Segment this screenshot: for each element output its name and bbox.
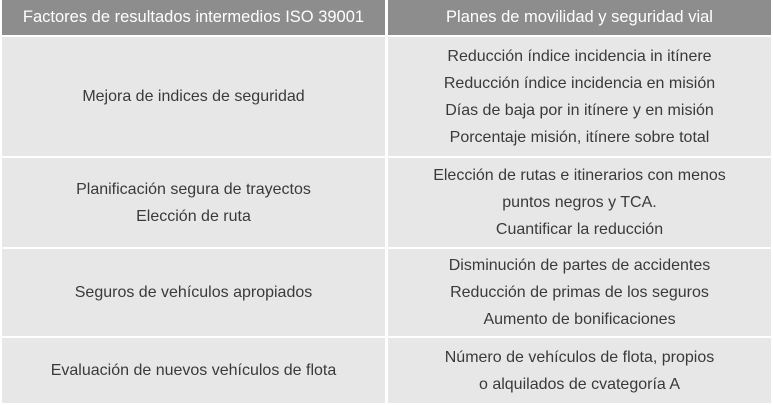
table-header-row bbox=[2, 0, 771, 37]
header-label-factores: Factores de resultados intermedios ISO 39001 bbox=[22, 8, 365, 26]
table-row bbox=[2, 37, 771, 158]
plan-cell bbox=[388, 249, 771, 336]
plan-text: Reducción índice incidencia en misión bbox=[443, 74, 716, 92]
header-cell-factores bbox=[2, 0, 388, 35]
plan-cell bbox=[388, 158, 771, 247]
plan-cell bbox=[388, 37, 771, 156]
plan-text: Elección de rutas e itinerarios con menos bbox=[433, 167, 726, 184]
plan-text: Reducción de primas de los seguros bbox=[450, 284, 709, 301]
plan-text: Porcentaje misión, itínere sobre total bbox=[449, 128, 710, 146]
factor-text: Mejora de indices de seguridad bbox=[82, 88, 305, 105]
header-label-planes: Planes de movilidad y seguridad vial bbox=[446, 8, 713, 26]
factor-cell bbox=[2, 249, 388, 336]
factor-cell bbox=[2, 37, 388, 156]
plan-text: Aumento de bonificaciones bbox=[483, 311, 676, 328]
factor-text: Evaluación de nuevos vehículos de flota bbox=[50, 362, 337, 379]
plan-text: Días de baja por in itínere y en misión bbox=[445, 101, 714, 119]
table-row bbox=[2, 338, 771, 405]
plan-text: Número de vehículos de flota, propios bbox=[444, 348, 715, 366]
factor-text: Seguros de vehículos apropiados bbox=[74, 284, 313, 301]
header-cell-planes bbox=[388, 0, 771, 35]
plan-cell bbox=[388, 338, 771, 403]
plan-text: puntos negros y TCA. bbox=[502, 194, 657, 211]
plan-text: o alquilados de cvategoría A bbox=[478, 375, 681, 393]
factor-cell bbox=[2, 338, 388, 403]
table-row bbox=[2, 249, 771, 338]
plan-text: Reducción índice incidencia in itínere bbox=[447, 47, 712, 65]
factor-text: Elección de ruta bbox=[136, 207, 251, 225]
factor-cell bbox=[2, 158, 388, 247]
factor-text: Planificación segura de trayectos bbox=[76, 180, 311, 198]
table-row bbox=[2, 158, 771, 249]
plan-text: Cuantificar la reducción bbox=[495, 221, 664, 238]
plan-text: Disminución de partes de accidentes bbox=[448, 257, 711, 274]
